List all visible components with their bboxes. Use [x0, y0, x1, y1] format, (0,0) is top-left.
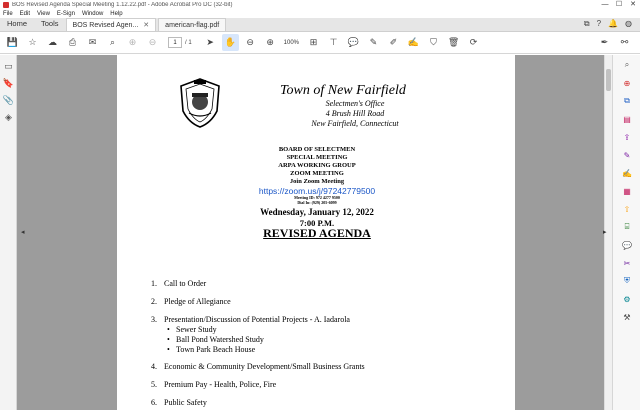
fit-page-icon[interactable]: ⊞ — [309, 37, 318, 47]
search-icon[interactable]: ⌕ — [109, 37, 116, 47]
close-tab-icon[interactable]: ✕ — [143, 21, 150, 29]
fill-sign-tool-icon[interactable]: ✎ — [623, 150, 631, 160]
bullet: • — [167, 335, 170, 344]
hand-tool-icon[interactable]: ✋ — [222, 34, 239, 51]
print-icon[interactable]: ⎙ — [68, 37, 77, 47]
edit-pdf-icon[interactable]: ▤ — [623, 114, 631, 124]
share-screen-icon[interactable]: ⧉ — [583, 19, 590, 28]
menu-esign[interactable]: E-Sign — [56, 10, 75, 17]
highlight-pen-icon[interactable]: ✎ — [369, 37, 378, 47]
item-text: Public Safety — [164, 398, 207, 407]
close-window-button[interactable]: ✕ — [630, 1, 636, 8]
document-tab-label: BOS Revised Agen... — [72, 21, 139, 29]
list-item — [151, 398, 207, 407]
item-number: 3. — [151, 315, 157, 324]
account-icon[interactable]: ◍ — [625, 19, 632, 28]
sub-item-text: Town Park Beach House — [176, 345, 256, 354]
attachments-icon[interactable]: 📎 — [2, 95, 15, 105]
item-text: Economic & Community Development/Small Business Grants — [164, 362, 365, 371]
meeting-time: 7:00 P.M. — [299, 218, 335, 228]
layers-icon[interactable]: ◈ — [5, 112, 12, 122]
item-text: Call to Order — [164, 279, 207, 288]
more-tools-icon[interactable]: ⚒ — [623, 312, 631, 322]
collapse-right-panel-icon[interactable]: ▸ — [603, 229, 607, 236]
main-toolbar — [0, 32, 640, 54]
bookmark-star-icon[interactable]: ☆ — [28, 37, 37, 47]
email-icon[interactable]: ✉ — [88, 37, 97, 47]
draw-icon[interactable]: ✐ — [389, 37, 398, 47]
stamp-icon[interactable]: ⛉ — [430, 37, 437, 47]
export-pdf-icon[interactable]: ⇪ — [623, 132, 631, 142]
sub-list-item — [167, 325, 217, 334]
address-line-1: 4 Brush Hill Road — [325, 109, 385, 118]
tab-home[interactable]: Home — [7, 19, 28, 28]
item-number: 4. — [151, 362, 157, 371]
minimize-button[interactable]: — — [601, 1, 609, 8]
share-tool-icon[interactable]: ⇧ — [623, 204, 631, 214]
item-number: 1. — [151, 279, 157, 288]
menu-file[interactable]: File — [3, 10, 13, 17]
combine-files-icon[interactable]: ⧉ — [624, 96, 630, 105]
right-tools-panel — [612, 55, 640, 410]
send-for-signature-icon[interactable]: ✍ — [622, 168, 632, 178]
town-seal-logo — [177, 77, 223, 129]
delete-icon[interactable]: 🗑 — [447, 37, 460, 47]
item-number: 5. — [151, 380, 157, 389]
item-text: Pledge of Allegiance — [164, 297, 231, 306]
sub-list-item — [167, 335, 264, 344]
scrollbar-thumb[interactable] — [606, 69, 611, 91]
create-pdf-icon[interactable]: ⊕ — [623, 78, 631, 88]
list-item — [151, 380, 276, 389]
sub-item-text: Sewer Study — [176, 325, 217, 334]
zoom-meeting-link[interactable]: https://zoom.us/j/97242779500 — [258, 186, 376, 196]
page-thumbnails-icon[interactable]: ▭ — [4, 61, 13, 71]
meeting-date: Wednesday, January 12, 2022 — [260, 207, 374, 217]
help-icon[interactable]: ? — [596, 19, 602, 28]
fill-sign-icon[interactable]: ✍ — [407, 37, 420, 47]
toolbar-right-icons — [596, 34, 640, 51]
tab-bar — [0, 18, 640, 32]
office-name: Selectmen's Office — [325, 99, 385, 108]
search-tool-icon[interactable]: ⌕ — [624, 60, 630, 69]
header-line: BOARD OF SELECTMEN — [278, 146, 356, 153]
menu-view[interactable]: View — [37, 10, 50, 17]
zoom-level-select[interactable]: 100% — [283, 39, 300, 46]
item-text: Presentation/Discussion of Potential Projects - A. Iadarola — [164, 315, 350, 324]
maximize-button[interactable]: ☐ — [615, 1, 623, 8]
organize-pages-icon[interactable]: ▦ — [623, 186, 631, 196]
document-tab-american-flag[interactable] — [158, 18, 226, 31]
rotate-icon[interactable]: ⟳ — [469, 37, 478, 47]
item-text: Premium Pay - Health, Police, Fire — [164, 380, 277, 389]
scroll-mode-icon[interactable]: ⊤ — [329, 37, 338, 47]
previous-page-icon[interactable]: ⊕ — [128, 37, 137, 47]
share-link-icon[interactable]: ⚯ — [620, 37, 629, 47]
tab-tools[interactable]: Tools — [41, 19, 59, 28]
menu-edit[interactable]: Edit — [19, 10, 31, 17]
agenda-title: REVISED AGENDA — [263, 226, 371, 240]
list-item — [151, 315, 350, 324]
menu-bar — [0, 9, 640, 18]
meeting-id: Meeting ID: 972 4277 9500 — [294, 195, 340, 200]
acrobat-app-icon — [3, 2, 9, 8]
list-item — [151, 362, 365, 371]
list-item — [151, 279, 206, 288]
protect-icon[interactable]: ⛨ — [624, 276, 630, 285]
pdf-page — [117, 55, 515, 410]
collapse-left-panel-icon[interactable]: ◂ — [21, 229, 25, 236]
dial-in: Dial In: (929) 205-6099 — [297, 200, 337, 205]
zoom-in-icon[interactable]: ⊕ — [266, 37, 274, 47]
zoom-out-icon[interactable]: ⊖ — [246, 37, 254, 47]
upload-cloud-icon[interactable]: ☁ — [48, 37, 57, 47]
item-number: 6. — [151, 398, 157, 407]
address-line-2: New Fairfield, Connecticut — [311, 119, 399, 128]
bookmarks-icon[interactable]: 🔖 — [2, 78, 15, 88]
header-line: ARPA WORKING GROUP — [278, 162, 356, 169]
page-number-input[interactable]: 1 — [168, 37, 182, 48]
edit-sign-icon[interactable]: ✒ — [600, 37, 609, 47]
header-line: Join Zoom Meeting — [289, 178, 345, 185]
header-line: SPECIAL MEETING — [286, 154, 348, 161]
scan-ocr-icon[interactable]: ⌸ — [624, 222, 630, 231]
comment-tool-icon[interactable]: 💬 — [622, 240, 632, 250]
menu-help[interactable]: Help — [110, 10, 123, 17]
next-page-icon[interactable]: ⊖ — [148, 37, 157, 47]
sub-item-text: Ball Pond Watershed Study — [176, 335, 264, 344]
left-navigation-panel — [0, 55, 17, 410]
bullet: • — [167, 345, 170, 354]
notifications-bell-icon[interactable]: 🔔 — [608, 19, 619, 28]
redact-icon[interactable]: ✂ — [623, 258, 631, 268]
menu-window[interactable]: Window — [81, 10, 104, 17]
item-number: 2. — [151, 297, 157, 306]
comment-icon[interactable]: 💬 — [347, 37, 360, 47]
window-title: BOS Revised Agenda Special Meeting 1.12.22.pdf - Adobe Acrobat Pro DC (32-bit) — [12, 1, 233, 8]
list-item — [151, 297, 231, 306]
save-icon[interactable]: 💾 — [6, 37, 19, 47]
bullet: • — [167, 325, 170, 334]
sub-list-item — [167, 345, 255, 354]
window-controls — [598, 0, 640, 9]
title-bar — [0, 0, 640, 9]
town-name: Town of New Fairfield — [280, 83, 406, 98]
header-line: ZOOM MEETING — [290, 170, 344, 177]
page-total: / 1 — [185, 39, 192, 46]
document-tab-label: american-flag.pdf — [165, 21, 220, 29]
select-cursor-icon[interactable]: ➤ — [206, 37, 214, 47]
document-tab-bos-agenda[interactable] — [66, 18, 157, 31]
print-production-icon[interactable]: ⚙ — [623, 294, 631, 304]
tab-bar-right-icons — [584, 17, 640, 31]
